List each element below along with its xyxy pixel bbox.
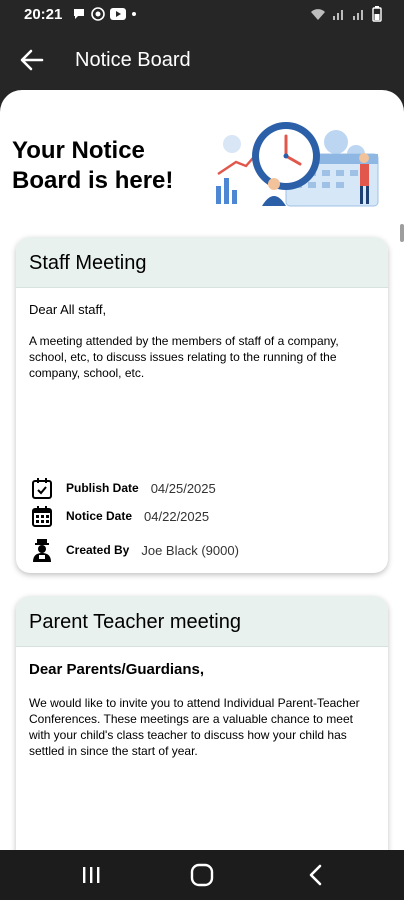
battery-icon (372, 6, 382, 22)
notice-greeting: Dear Parents/Guardians, (29, 661, 205, 678)
signal-icon (332, 7, 346, 21)
notice-date-row (30, 504, 209, 528)
notice-card-staff-meeting[interactable] (16, 237, 388, 573)
scrollbar[interactable] (400, 224, 404, 242)
notice-card-header (16, 237, 388, 288)
youtube-icon (110, 8, 126, 20)
signal-icon-2 (352, 7, 366, 21)
calendar-clock-illustration (214, 114, 384, 210)
chat-icon (72, 7, 86, 21)
page-title: Notice Board (75, 49, 191, 71)
notice-description: A meeting attended by the members of staff of a company, school, etc, to discuss issues relating to the running of the company, school, etc. (29, 334, 339, 380)
system-nav-bar (0, 850, 404, 900)
home-icon[interactable] (189, 863, 215, 887)
notice-date-label: Notice Date (66, 509, 133, 523)
recent-apps-icon[interactable] (78, 863, 104, 887)
notice-description: We would like to invite you to attend Individual Parent-Teacher Conferences. These meetings are a valuable chance to meet with your child's class teacher to discuss how your child has settled in since the start of year. (29, 696, 360, 758)
calendar-grid-icon (30, 504, 54, 528)
notice-date-value: 04/22/2025 (144, 508, 210, 524)
calendar-check-icon (30, 476, 54, 500)
notice-title: Staff Meeting (29, 252, 147, 274)
created-by-value: Joe Black (9000) (141, 542, 239, 558)
notification-icons (72, 7, 137, 21)
created-by-row (30, 538, 239, 562)
publish-date-label: Publish Date (66, 481, 139, 495)
created-by-label: Created By (66, 543, 130, 557)
hero-title (12, 136, 192, 196)
wifi-icon (310, 7, 326, 21)
publish-date-row (30, 476, 216, 500)
notice-card-header (16, 596, 388, 647)
status-time: 20:21 (24, 6, 63, 23)
publish-date-value: 04/25/2025 (150, 480, 216, 496)
notice-title: Parent Teacher meeting (29, 611, 241, 633)
hero-title-line1: Your Notice (12, 137, 145, 164)
hero-title-line2: Board is here! (12, 167, 174, 194)
whatsapp-icon (91, 7, 105, 21)
back-arrow-icon[interactable] (18, 46, 46, 74)
notice-greeting: Dear All staff, (29, 302, 107, 317)
notice-card-parent-teacher[interactable] (16, 596, 388, 850)
content-panel[interactable] (0, 90, 404, 850)
status-bar (0, 0, 404, 30)
dot-icon (131, 11, 137, 17)
system-icons (310, 6, 382, 22)
back-icon[interactable] (303, 863, 329, 887)
user-icon (30, 538, 54, 562)
app-bar (0, 30, 404, 90)
